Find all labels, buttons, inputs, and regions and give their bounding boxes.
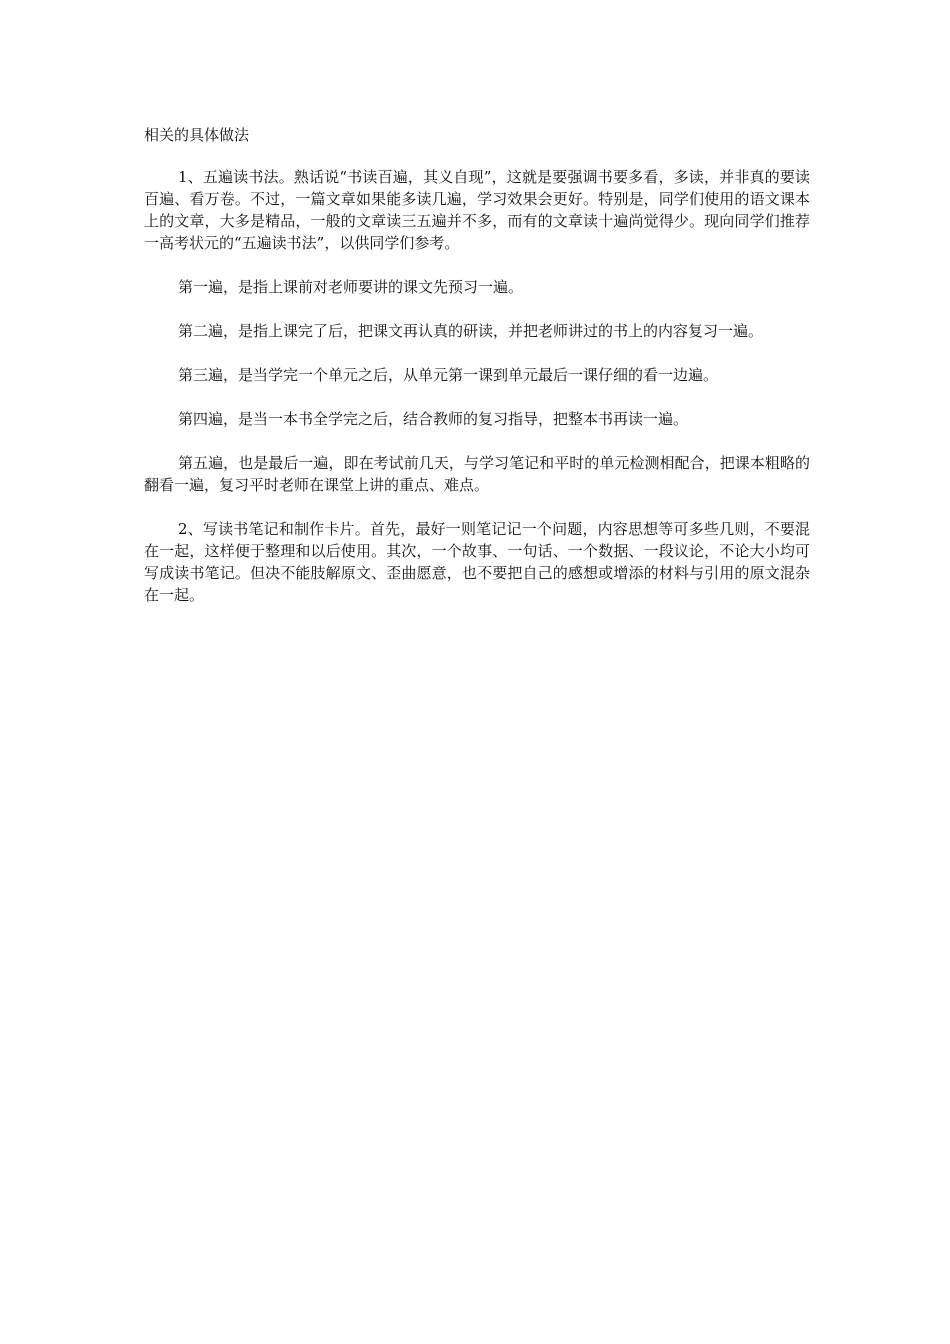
document-heading: 相关的具体做法 [144, 126, 250, 144]
document-page [144, 124, 810, 628]
paragraph-third-pass: 第三遍，是当学完一个单元之后，从单元第一课到单元最后一课仔细的看一边遍。 [178, 366, 719, 384]
paragraph-reading-notes: 2、写读书笔记和制作卡片。首先，最好一则笔记记一个问题，内容思想等可多些几则，不要混在一起，这样便于整理和以后使用。其次，一个故事、一句话、一个数据、一段议论，不论大小均可写成读书笔记。但决不能肢解原文、歪曲愿意，也不要把自己的感想或增添的材料与引用的原文混杂在一起。 [144, 520, 810, 604]
paragraph-fourth-pass: 第四遍，是当一本书全学完之后，结合教师的复习指导，把整本书再读一遍。 [178, 410, 689, 428]
paragraph-five-pass-reading: 1、五遍读书法。熟话说“书读百遍，其义自现”，这就是要强调书要多看，多读，并非真的要读百遍、看万卷。不过，一篇文章如果能多读几遍，学习效果会更好。特别是，同学们使用的语文课本上的文章，大多是精品，一般的文章读三五遍并不多，而有的文章读十遍尚觉得少。现向同学们推荐一高考状元的“五遍读书法”，以供同学们参考。 [144, 168, 810, 252]
paragraph-second-pass: 第二遍，是指上课完了后，把课文再认真的研读，并把老师讲过的书上的内容复习一遍。 [178, 322, 764, 340]
paragraph-fifth-pass: 第五遍，也是最后一遍，即在考试前几天，与学习笔记和平时的单元检测相配合，把课本粗略的翻看一遍，复习平时老师在课堂上讲的重点、难点。 [144, 454, 810, 494]
paragraph-first-pass: 第一遍，是指上课前对老师要讲的课文先预习一遍。 [178, 278, 524, 296]
